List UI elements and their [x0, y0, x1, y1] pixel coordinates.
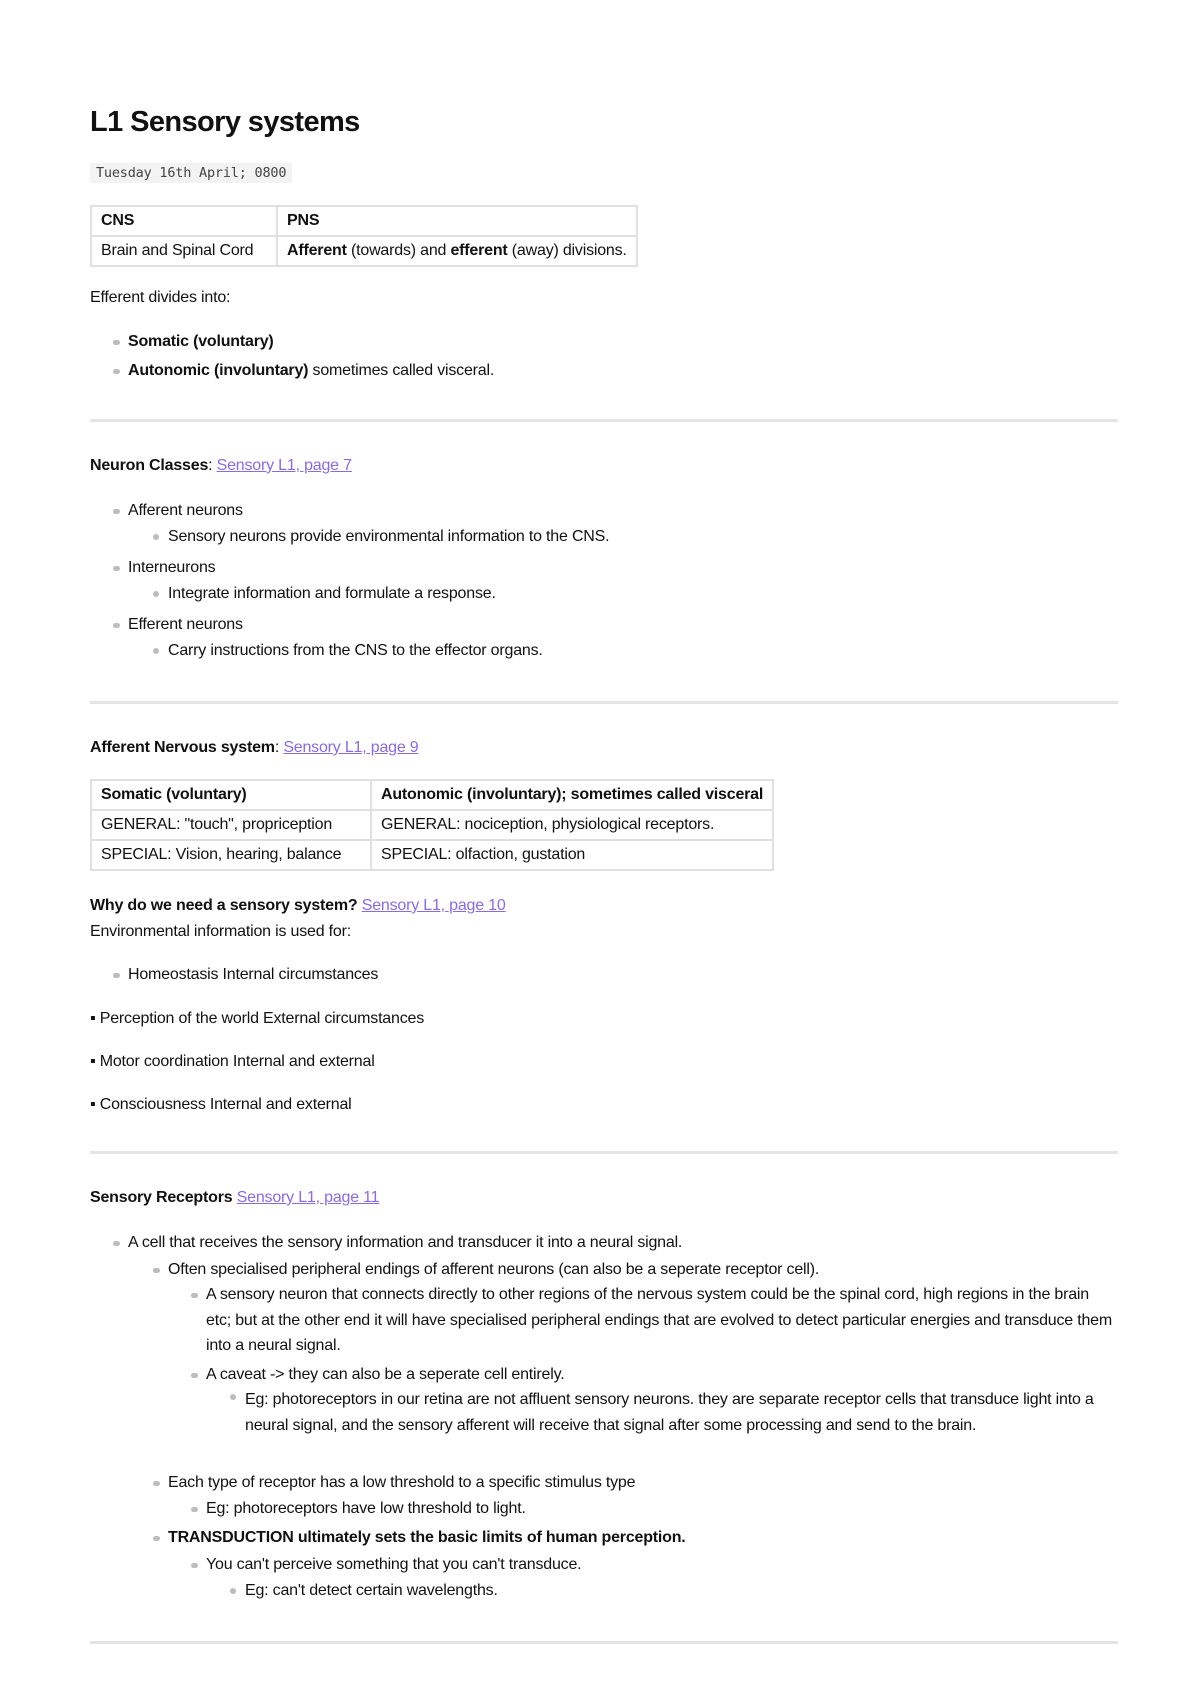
- sub-item-efferent: Carry instructions from the CNS to the effector organs.: [168, 642, 543, 659]
- list-item: You can't perceive something that you can't transduce.: [206, 1556, 582, 1573]
- table-header-somatic: Somatic (voluntary): [91, 780, 371, 810]
- why-sensory-intro: Environmental information is used for:: [90, 923, 351, 940]
- sub-item-interneurons: Integrate information and formulate a response.: [168, 585, 496, 602]
- efferent-intro: Efferent divides into:: [90, 289, 231, 306]
- table-header-cns: CNS: [91, 206, 277, 236]
- list-item-afferent-neurons: Afferent neurons: [128, 502, 243, 519]
- table-cell-pns: [277, 236, 637, 266]
- sensory-receptors-heading: Sensory Receptors Sensory L1, page 11: [90, 1189, 380, 1206]
- list-item-perception: ▪ Perception of the world External circumstances: [90, 1010, 424, 1028]
- list-item: A sensory neuron that connects directly to other regions of the nervous system could be the spinal cord, high regions in the brain etc; but at the other end it will have specialised peripheral endings that are evolved to detect particular energies and transduce them into a neural signal.: [206, 1282, 1116, 1359]
- table-cell: GENERAL: nociception, physiological receptors.: [371, 810, 773, 840]
- pns-text-end: (away) divisions.: [507, 242, 627, 259]
- list-item-somatic: Somatic (voluntary): [128, 333, 274, 350]
- table-cell: SPECIAL: olfaction, gustation: [371, 840, 773, 870]
- list-item: Eg: can't detect certain wavelengths.: [245, 1582, 498, 1599]
- neuron-classes-heading: Neuron Classes: Sensory L1, page 7: [90, 457, 352, 474]
- list-item: Each type of receptor has a low threshold to a specific stimulus type: [168, 1474, 636, 1491]
- divider: [90, 1641, 1118, 1644]
- divider: [90, 1151, 1118, 1154]
- efferent-term: efferent: [450, 242, 508, 259]
- table-cell: SPECIAL: Vision, hearing, balance: [91, 840, 371, 870]
- sensory-receptors-link[interactable]: Sensory L1, page 11: [236, 1189, 380, 1206]
- afferent-system-table: [90, 779, 774, 871]
- pns-text-mid: (towards) and: [346, 242, 451, 259]
- why-sensory-heading: Why do we need a sensory system? Sensory L1, page 10: [90, 897, 506, 914]
- sub-item-afferent: Sensory neurons provide environmental information to the CNS.: [168, 528, 610, 545]
- list-item: Eg: photoreceptors in our retina are not affluent sensory neurons. they are separate receptor cells that transduce light into a neural signal, and the sensory afferent will receive that signal after some processing and send to the brain.: [245, 1387, 1115, 1438]
- cns-pns-table: [90, 205, 638, 267]
- list-item-autonomic: Autonomic (involuntary) sometimes called visceral.: [128, 362, 495, 379]
- list-item: A caveat -> they can also be a seperate cell entirely.: [206, 1366, 565, 1383]
- list-item-consciousness: ▪ Consciousness Internal and external: [90, 1096, 352, 1114]
- list-item: A cell that receives the sensory information and transducer it into a neural signal.: [128, 1234, 683, 1251]
- list-item-motor: ▪ Motor coordination Internal and external: [90, 1053, 375, 1071]
- table-cell-cns: Brain and Spinal Cord: [91, 236, 277, 266]
- list-item: TRANSDUCTION ultimately sets the basic limits of human perception.: [168, 1529, 686, 1546]
- list-item-homeostasis: Homeostasis Internal circumstances: [128, 966, 379, 983]
- list-item-efferent-neurons: Efferent neurons: [128, 616, 243, 633]
- list-item: Eg: photoreceptors have low threshold to light.: [206, 1500, 526, 1517]
- divider: [90, 419, 1118, 422]
- divider: [90, 701, 1118, 704]
- why-sensory-link[interactable]: Sensory L1, page 10: [361, 897, 506, 914]
- neuron-classes-link[interactable]: Sensory L1, page 7: [216, 457, 352, 474]
- list-item: Often specialised peripheral endings of afferent neurons (can also be a seperate receptor cell).: [168, 1261, 820, 1278]
- list-item-interneurons: Interneurons: [128, 559, 216, 576]
- table-header-autonomic: Autonomic (involuntary); sometimes called visceral: [371, 780, 773, 810]
- date-stamp: Tuesday 16th April; 0800: [90, 163, 292, 183]
- table-cell: GENERAL: "touch", propriception: [91, 810, 371, 840]
- afferent-system-link[interactable]: Sensory L1, page 9: [283, 739, 419, 756]
- table-header-pns: PNS: [277, 206, 637, 236]
- page-title: L1 Sensory systems: [90, 106, 360, 138]
- afferent-term: Afferent: [287, 242, 347, 259]
- afferent-system-heading: Afferent Nervous system: Sensory L1, page 9: [90, 739, 419, 756]
